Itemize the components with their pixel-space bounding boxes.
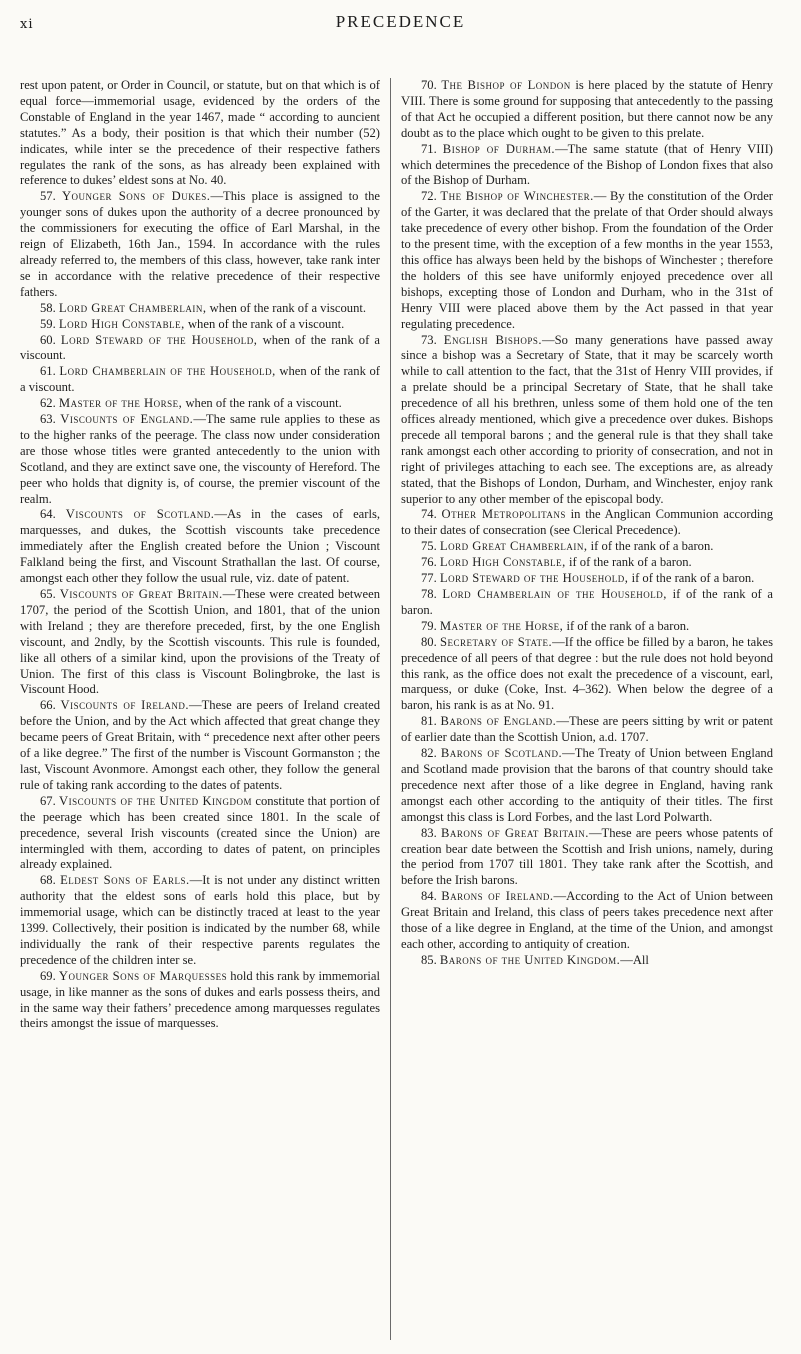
paragraph-heading: Other Metropolitans (441, 507, 566, 522)
paragraph-body: — By the constitution of the Order of the Garter, it was declared that the prelate of that Order should always take precedence of every other bishop. From the foundation of the Order to the present time, with the exception of a few months in the year 1553, this office has always been held by the bishops of Winchester ; therefore the holders of this see have uniformly enjoyed precedence over all bishops, excepting those of London and Durham, who in the 31st of Henry VIII were placed above them by the Act passed in that year regulating precedence. (401, 189, 773, 331)
paragraph-body: if of the rank of a baron. (401, 587, 774, 617)
paragraph-heading: Secretary of State. (439, 634, 553, 649)
paragraph (20, 507, 380, 587)
paragraph (20, 873, 380, 968)
paragraph-heading: Viscounts of Great Britain. (59, 587, 223, 601)
paragraph-heading: Younger Sons of Dukes. (61, 189, 211, 204)
paragraph-number: 74. (421, 507, 442, 522)
paragraph (20, 189, 380, 300)
paragraph (401, 826, 773, 890)
paragraph-number: 85. (421, 952, 440, 967)
paragraph-body: when of the rank of a viscount. (182, 396, 342, 411)
paragraph-heading: Lord Chamberlain of the Household, (59, 364, 276, 379)
paragraph-body: —As in the cases of earls, marquesses, and dukes, the Scottish viscounts take precedence immediately after the English created before the Union ; Viscount Falkland being the first, and Viscount Strathallan the last. Of course, amongst each other they follow the usual rule, viz. date of patent. (20, 507, 381, 586)
paragraph-number: 84. (421, 889, 442, 904)
paragraph (401, 539, 773, 555)
paragraph (401, 507, 773, 539)
paragraph-heading: Lord Steward of the Household, (60, 332, 258, 347)
paragraph (20, 587, 380, 698)
column-divider (390, 78, 391, 1340)
paragraph-number: 70. (421, 78, 442, 92)
paragraph-number: 76. (421, 555, 440, 570)
paragraph (20, 317, 380, 333)
paragraph-body: when of the rank of a viscount. (206, 300, 367, 315)
paragraph-heading: Lord Chamberlain of the Household, (442, 587, 667, 601)
paragraph-number: 83. (421, 825, 441, 840)
paragraph-heading: The Bishop of Winchester. (440, 189, 594, 204)
paragraph-body: —These are peers of Ireland created before the Union, and by the Act which affected that great change they became peers of Great Britain, with “ precedence next after other peers of a like degree.” The first of the number is Viscount Gormanston ; the last, Viscount Avonmore. Amongst each other, they follow the general rule of taking rank according to the dates of patents. (20, 698, 380, 792)
paragraph (20, 698, 380, 793)
paragraph-number: 80. (421, 634, 440, 649)
paragraph-number: 58. (40, 300, 59, 315)
paragraph (401, 587, 773, 619)
paragraph-body: —All (620, 952, 649, 967)
paragraph (20, 794, 380, 874)
paragraph-heading: Barons of the United Kingdom. (439, 952, 621, 967)
paragraph-heading: Lord High Constable, (439, 555, 566, 570)
paragraph-heading: Viscounts of England. (60, 412, 194, 427)
paragraph-heading: Barons of Scotland. (440, 746, 563, 761)
paragraph-body: —If the office be filled by a baron, he takes precedence of all peers of that degree : but the rule does not hold beyond this rank, as the office does not exalt the precedence of a viscount, earl, marquess, or duke (Coke, Inst. 4–362). When below the degree of a baron, his rank is as at No. 91. (401, 634, 774, 713)
paragraph-body: —These are peers sitting by writ or patent of earlier date than the Scottish Union, a.d. 1707. (401, 714, 774, 745)
paragraph-number: 63. (40, 412, 61, 427)
paragraph-heading: English Bishops. (443, 332, 543, 347)
paragraph-body: rest upon patent, or Order in Council, or statute, but on that which is of equal force—immemorial usage, evidenced by the orders of the Constable of England in the year 1467, made “ according to auncient statutes.” As a body, their position is that which their number (52) indicates, while inter se the precedence of their respective fathers regulates the rank of the sons, as has already been explained with reference to dukes’ eldest sons at No. 40. (20, 78, 380, 188)
paragraph (401, 189, 773, 332)
paragraph-number: 78. (421, 587, 443, 601)
paragraph-heading: Master of the Horse, (439, 618, 564, 633)
paragraph (20, 969, 380, 1033)
paragraph (401, 746, 773, 826)
paragraph-body: if of the rank of a baron. (587, 539, 714, 554)
paragraph-heading: Barons of England. (440, 714, 557, 729)
paragraph-body: when of the rank of a viscount. (20, 332, 381, 363)
paragraph-heading: Lord Steward of the Household, (439, 571, 629, 586)
paragraph-heading: Barons of Great Britain. (440, 825, 589, 840)
paragraph-heading: Barons of Ireland. (441, 889, 554, 904)
paragraph-number: 60. (40, 332, 61, 347)
paragraph-number: 62. (40, 396, 59, 411)
paragraph-number: 57. (40, 189, 62, 204)
paragraph (20, 364, 380, 396)
paragraph (401, 78, 773, 142)
paragraph-body: —These are peers whose patents of creation bear date between the Scottish and Irish unions, namely, during the period from 1707 till 1801. They take rank after the Scottish, and before the Irish barons. (401, 825, 773, 888)
paragraph-number: 71. (421, 141, 443, 156)
paragraph-heading: Younger Sons of Marquesses (58, 968, 228, 983)
paragraph-body: —According to the Act of Union between Great Britain and Ireland, this class of peers takes precedence next after those of a like degree in England, at the time of the Union, and amongst each other, according to antiquity of creation. (401, 889, 773, 951)
paragraph-heading: The Bishop of London (441, 78, 571, 92)
paragraph-number: 81. (421, 714, 441, 729)
paragraph-heading: Viscounts of Ireland. (60, 698, 190, 713)
paragraph-body: when of the rank of a viscount. (20, 364, 380, 395)
paragraph-number: 68. (40, 873, 61, 888)
page-header (0, 0, 801, 60)
paragraph-number: 82. (421, 746, 441, 761)
paragraph-number: 61. (40, 364, 60, 379)
paragraph (20, 301, 380, 317)
paragraph (20, 412, 380, 507)
paragraph-heading: Lord Great Chamberlain, (439, 539, 588, 554)
paragraph (401, 635, 773, 715)
paragraph (401, 555, 773, 571)
paragraph (401, 714, 773, 746)
paragraph-body: —The same rule applies to these as to the higher ranks of the peerage. The class now under consideration are those whose titles were granted antecedently to the union with Scotland, and they are extinct save one, the viscounty of Hereford. The peer who holds that dignity is, of course, the premier viscount of the realm. (20, 412, 380, 506)
paragraph-body: if of the rank of a baron. (563, 618, 690, 633)
paragraph (20, 333, 380, 365)
paragraph-body: hold this rank by immemorial usage, in like manner as the sons of dukes and earls possess theirs, and in the same way their fathers’ precedence among marquesses regulates theirs amongst the issue of marquesses. (20, 968, 381, 1031)
paragraph-body: —So many generations have passed away since a bishop was a Secretary of State, that it may be scarcely worth while to call attention to the fact, that the 31st of Henry VIII provides, if a prelate should be a principal Secretary of State, that he shall take precedence of all his brethren, unless some of them hold one of the ten offices already mentioned, which give a precedence over dukes. Bishops precede all temporal barons ; and the general rule is that they shall take rank amongst each other according to priority of consecration, and not in right of privileges attaching to each see. The exceptions are, as already stated, that the Bishops of London, Durham, and Winchester, enjoy rank superior to any other member of the episcopal body. (401, 332, 773, 506)
paragraph-number: 66. (40, 698, 61, 713)
paragraph-heading: Viscounts of the United Kingdom (59, 793, 253, 808)
paragraph-body: —These were created between 1707, the period of the Scottish Union, and 1801, that of the union with Ireland ; they are therefore preceded, first, by the one English viscount, and 2ndly, by the Scottish viscounts. This rule is founded, like all others of a similar kind, upon the provisions of the Treaty of Union. The first of this class is Viscount Bolingbroke, the last is Viscount Hood. (20, 587, 381, 697)
paragraph-body: if of the rank of a baron. (565, 555, 692, 570)
paragraph (401, 889, 773, 953)
paragraph-heading: Lord High Constable, (58, 316, 185, 331)
paragraph-body: if of the rank of a baron. (628, 571, 755, 586)
paragraph-body: constitute that portion of the peerage which has been created since 1801. In the scale of precedence, several Irish viscounts (created since the Union) are intermingled with them, according to dates of patent, on principles already explained. (20, 793, 380, 872)
paragraph-body: in the Anglican Communion according to their dates of consecration (see Clerical Precedence). (401, 507, 773, 538)
paragraph-body: —This place is assigned to the younger sons of dukes upon the authority of a decree pronounced by the commissioners for executing the office of Earl Marshal, in the reign of Elizabeth, 16th Jan., 1594. In accordance with the rules already referred to, the members of this class, however, take rank inter se in accordance with the relative precedence of their respective fathers. (20, 189, 380, 299)
paragraph-body: is here placed by the statute of Henry VIII. There is some ground for supposing that antecedently to the passing of that Act he occupied a different position, but there cannot now be any doubt as to the place which ought to be given to this prelate. (401, 78, 773, 140)
paragraph-heading: Eldest Sons of Earls. (60, 873, 190, 888)
paragraph-body: —The same statute (that of Henry VIII) which determines the precedence of the Bishop of London fixes that also of the Bishop of Durham. (401, 141, 773, 188)
paragraph-heading: Master of the Horse, (58, 396, 183, 411)
paragraph-number: 65. (40, 587, 60, 601)
paragraph-heading: Viscounts of Scotland. (65, 507, 215, 522)
paragraph (401, 953, 773, 969)
paragraph-body: when of the rank of a viscount. (184, 316, 345, 331)
paragraph-heading: Lord Great Chamberlain, (58, 300, 207, 315)
paragraph (401, 333, 773, 508)
paragraph (401, 142, 773, 190)
running-head: PRECEDENCE (335, 12, 466, 31)
page-number: xi (20, 17, 34, 32)
paragraph-number: 64. (40, 507, 66, 522)
paragraph-number: 73. (421, 332, 444, 347)
paragraph-number: 72. (421, 189, 441, 204)
paragraph-number: 79. (421, 618, 440, 633)
right-column (401, 78, 773, 969)
paragraph-number: 77. (421, 571, 440, 586)
paragraph (20, 78, 380, 189)
paragraph-body: —It is not under any distinct written authority that the eldest sons of earls hold this place, but by immemorial usage, which can be distinctly traced at least to the year 1399. Collectively, their position is indicated by the number 68, while individually the rank of their respective parents regulates the precedence of the children inter se. (20, 873, 381, 967)
paragraph-heading: Bishop of Durham. (442, 141, 556, 156)
paragraph (401, 571, 773, 587)
paragraph (20, 396, 380, 412)
paragraph-number: 69. (40, 968, 59, 983)
paragraph-number: 67. (40, 793, 60, 808)
paragraph (401, 619, 773, 635)
paragraph-number: 59. (40, 316, 59, 331)
paragraph-body: —The Treaty of Union between England and Scotland made provision that the barons of that country should take precedence next after those of a like degree in England, having rank amongst each other according to the antiquity of their titles. The first amongst this class is Lord Forbes, and the last Lord Polwarth. (401, 746, 773, 824)
left-column (20, 78, 380, 1032)
paragraph-number: 75. (421, 539, 440, 554)
